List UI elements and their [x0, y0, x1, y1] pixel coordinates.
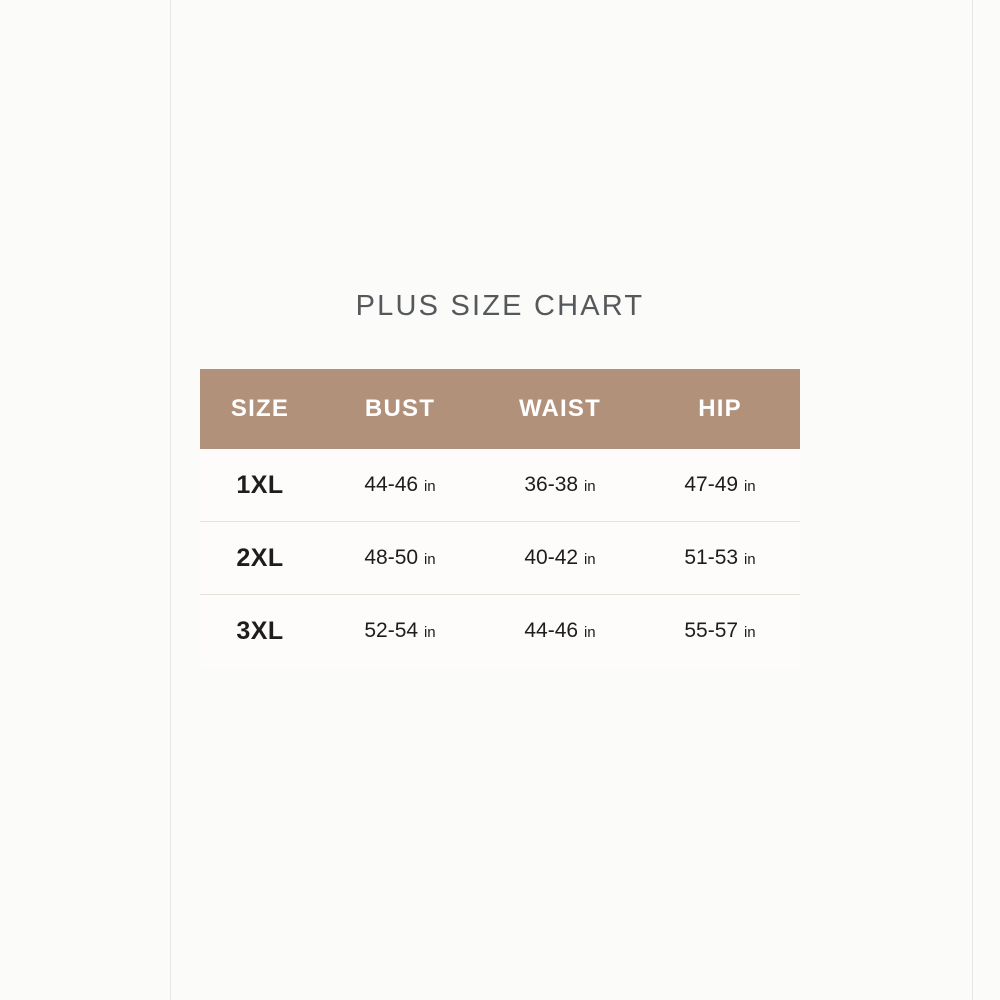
- cell-hip: [640, 522, 800, 595]
- cell-bust-value: 44-46: [364, 473, 419, 496]
- size-chart-table: [200, 369, 800, 667]
- cell-size: 1XL: [200, 449, 320, 522]
- table-row: [200, 449, 800, 522]
- cell-bust-unit: in: [423, 478, 436, 495]
- cell-waist-unit: in: [583, 551, 596, 568]
- cell-hip-unit: in: [743, 551, 756, 568]
- column-header-bust: BUST: [320, 369, 480, 449]
- size-chart-container: [200, 290, 800, 667]
- table-header-row: [200, 369, 800, 449]
- table-body: [200, 449, 800, 667]
- table-row: [200, 595, 800, 668]
- cell-size: 3XL: [200, 595, 320, 668]
- table-row: [200, 522, 800, 595]
- cell-waist-unit: in: [583, 624, 596, 641]
- cell-waist: [480, 595, 640, 668]
- cell-waist-unit: in: [583, 478, 596, 495]
- cell-hip-value: 51-53: [684, 546, 739, 569]
- column-header-size: SIZE: [200, 369, 320, 449]
- cell-hip-unit: in: [743, 624, 756, 641]
- cell-size: 2XL: [200, 522, 320, 595]
- cell-bust-unit: in: [423, 551, 436, 568]
- cell-bust: [320, 522, 480, 595]
- cell-hip: [640, 595, 800, 668]
- cell-hip-value: 55-57: [684, 619, 739, 642]
- cell-bust: [320, 449, 480, 522]
- cell-waist-value: 40-42: [524, 546, 579, 569]
- column-header-waist: WAIST: [480, 369, 640, 449]
- cell-bust: [320, 595, 480, 668]
- cell-waist-value: 44-46: [524, 619, 579, 642]
- cell-bust-value: 52-54: [364, 619, 419, 642]
- page-title: PLUS SIZE CHART: [355, 290, 645, 322]
- right-margin-rule: [972, 0, 973, 1000]
- cell-bust-value: 48-50: [364, 546, 419, 569]
- table-header: [200, 369, 800, 449]
- cell-waist: [480, 522, 640, 595]
- cell-hip-unit: in: [743, 478, 756, 495]
- cell-hip-value: 47-49: [684, 473, 739, 496]
- left-margin-rule: [170, 0, 171, 1000]
- cell-hip: [640, 449, 800, 522]
- cell-bust-unit: in: [423, 624, 436, 641]
- cell-waist-value: 36-38: [524, 473, 579, 496]
- cell-waist: [480, 449, 640, 522]
- column-header-hip: HIP: [640, 369, 800, 449]
